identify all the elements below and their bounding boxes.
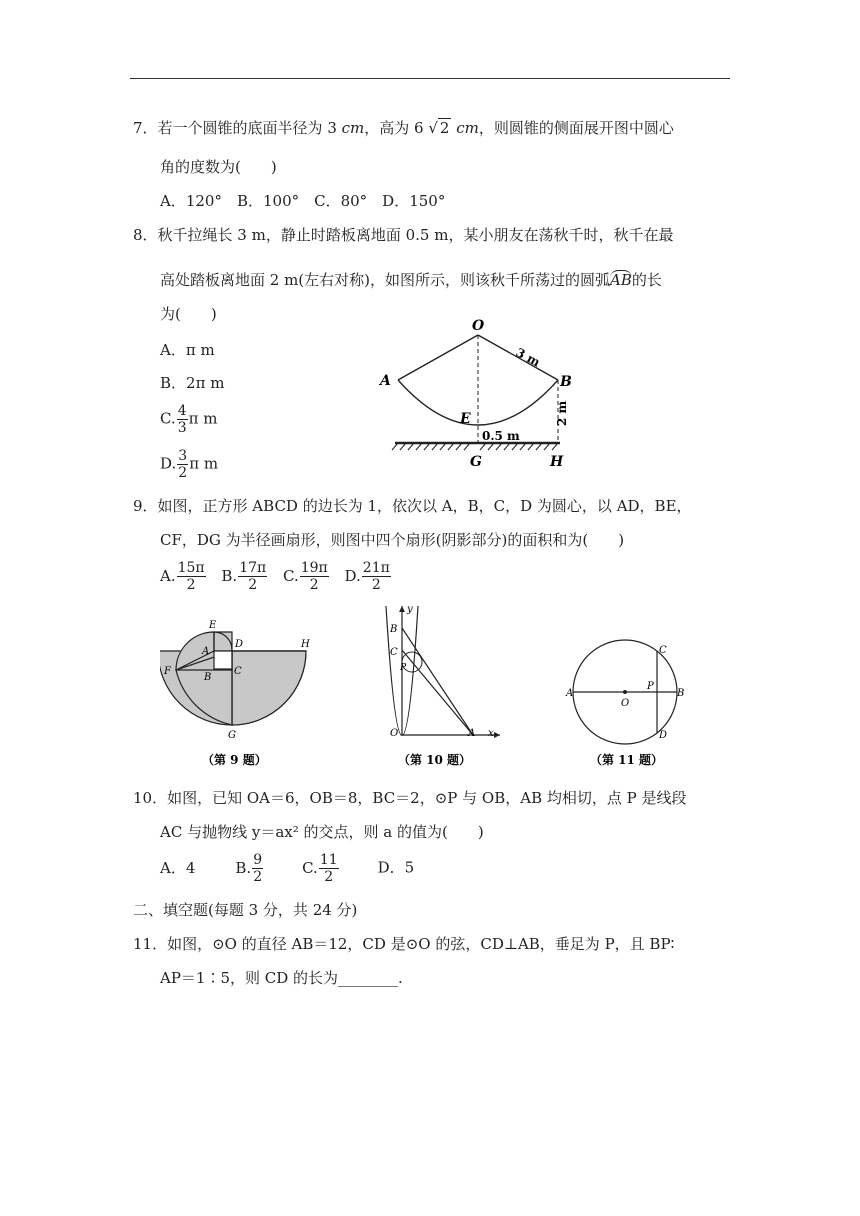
label-e: E — [460, 411, 471, 427]
q9-option-a: A. $\frac{15\pi}{2}$ — [160, 560, 205, 593]
fig11-label-d: D — [659, 730, 668, 741]
label-height: 2 m — [555, 400, 569, 426]
q8-option-b: B．2π m — [160, 374, 225, 392]
q11-line1: 11．如图，⊙O 的直径 AB＝12，CD 是⊙O 的弦，CD⊥AB，垂足为 P，且 BP∶ — [133, 935, 675, 953]
line-ac — [402, 650, 473, 735]
q8-line2: 高处踏板离地面 2 m(左右对称)，如图所示，则该秋千所荡过的圆弧AB的长 — [160, 271, 662, 289]
fig9-label-g: G — [228, 730, 236, 741]
figure-11 — [560, 630, 700, 772]
q9-line1: 9．如图，正方形 ABCD 的边长为 1，依次以 A，B，C，D 为圆心，以 AD，BE， — [133, 497, 692, 515]
q10-line2: AC 与抛物线 y＝ax² 的交点，则 a 的值为( ) — [160, 823, 484, 841]
label-h: H — [550, 454, 564, 470]
swing-figure — [370, 310, 600, 475]
label-a: A — [380, 373, 391, 389]
q10-options — [160, 852, 414, 885]
q9-line2: CF，DG 为半径画扇形，则图中四个扇形(阴影部分)的面积和为( ) — [160, 531, 625, 549]
fig11-label-a: A — [566, 688, 574, 699]
x-arrow — [494, 732, 500, 738]
fig11-caption: （第 11 题） — [590, 753, 664, 767]
square-abcd — [214, 651, 232, 669]
fig9-caption: （第 9 题） — [202, 753, 267, 767]
fig9-label-d: D — [235, 639, 244, 650]
label-rope: 3 m — [513, 345, 543, 370]
q10-option-d: D．5 — [377, 858, 415, 877]
q7-line2: 角的度数为( ) — [160, 158, 277, 176]
fig11-label-o: O — [621, 698, 630, 709]
fig9-label-h: H — [301, 639, 310, 650]
fig10-label-o: O — [390, 728, 399, 739]
q9-option-b: B. $\frac{17\pi}{2}$ — [221, 560, 267, 593]
fig11-label-c: C — [659, 645, 667, 656]
header-rule — [130, 78, 730, 79]
fig10-label-p: P — [400, 663, 407, 673]
fig9-label-a: A — [202, 646, 210, 657]
fig10-label-c: C — [390, 647, 398, 658]
label-g: G — [470, 454, 482, 470]
fig9-label-c: C — [234, 666, 242, 677]
fig10-caption: （第 10 题） — [398, 753, 472, 767]
fig9-label-b: B — [204, 672, 212, 683]
q10-option-a: A．4 — [160, 858, 196, 877]
fig9-label-e: E — [209, 620, 217, 631]
q8-line3: 为( ) — [160, 305, 217, 323]
q8-option-d: D. $\frac{3}{2}$ π m — [160, 448, 219, 481]
label-o: O — [472, 318, 485, 334]
q8-option-c: C. $\frac{4}{3}$ π m — [160, 403, 218, 436]
fig10-label-a: A — [468, 728, 476, 739]
q9-options — [160, 560, 402, 593]
q7-line1: 7．若一个圆锥的底面半径为 3 cm，高为 6 √ 2 cm，则圆锥的侧面展开图中圆心 — [133, 119, 674, 137]
fig11-label-b: B — [677, 688, 685, 699]
fig10-label-b: B — [390, 624, 398, 635]
label-b: B — [560, 374, 572, 390]
q9-option-c: C. $\frac{19\pi}{2}$ — [283, 560, 328, 593]
fig11-label-p: P — [647, 681, 654, 692]
q7-options: A．120° B．100° C．80° D．150° — [160, 192, 446, 210]
sector-dh — [232, 651, 306, 725]
q9-option-d: D. $\frac{21\pi}{2}$ — [344, 560, 390, 593]
center-dot — [623, 690, 627, 694]
q8-line1: 8．秋千拉绳长 3 m，静止时踏板离地面 0.5 m，某小朋友在荡秋千时，秋千在最 — [133, 226, 674, 244]
figure-9 — [160, 612, 320, 772]
q8-option-a: A．π m — [160, 341, 215, 359]
fig10-label-y: y — [407, 604, 413, 615]
fig10-label-x: x — [488, 728, 494, 739]
q10-option-b: B. $\frac{9}{2}$ — [235, 852, 263, 885]
q11-line2: AP＝1∶5，则 CD 的长为________. — [160, 969, 403, 987]
rope-left — [398, 335, 478, 380]
sqrt-symbol: √ — [428, 119, 438, 137]
q10-line1: 10．如图，已知 OA＝6，OB＝8，BC＝2，⊙P 与 OB，AB 均相切，点 P 是线段 — [133, 789, 687, 807]
section-2-heading: 二、填空题(每题 3 分，共 24 分) — [133, 901, 358, 919]
y-arrow — [399, 606, 405, 612]
figure-10 — [370, 600, 510, 772]
q10-option-c: C. $\frac{11}{2}$ — [302, 852, 338, 885]
fig9-label-f: F — [164, 666, 171, 677]
label-gap: 0.5 m — [482, 429, 520, 443]
